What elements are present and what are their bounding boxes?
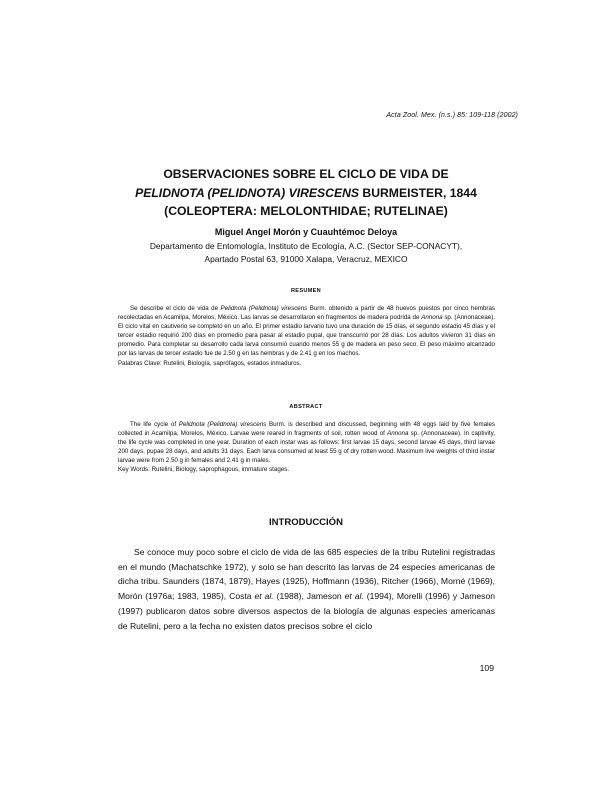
resumen-keywords: Palabras Clave: Rutelini, Biología, saprófagos, estados inmaduros. (118, 359, 302, 367)
intro-et-al: et al. (344, 591, 364, 602)
resumen-text: Burm. obtenido a partir de 48 huevos puestos por cinco hembras recolectadas en Acamilpa, Morelos, México. Las larvas se desarrollaron en fragmentos de madera podrida de (118, 305, 495, 322)
abstract-text: Burm. is described and discussed, beginning with 48 eggs laid by five females collected in Acamilpa, Morelos, México. Larvae were reared in fragments of soil, rotten wood of (118, 421, 495, 438)
intro-et-al: et al. (254, 591, 274, 602)
abstract-heading: ABSTRACT (289, 404, 323, 410)
title-line-2 (60, 184, 552, 203)
journal-reference: Acta Zool. Mex. (n.s.) 85: 109-118 (2002) (386, 112, 518, 119)
introduccion-body (118, 545, 495, 633)
page-number: 109 (479, 663, 494, 673)
affiliation-line-1: Departamento de Entomología, Instituto de Ecología, A.C. (Sector SEP-CONACYT), (149, 241, 463, 251)
abstract-body (118, 420, 495, 475)
intro-text: (1988), Jameson (273, 591, 345, 602)
introduccion-heading: INTRODUCCIÓN (269, 517, 343, 528)
authors: Miguel Angel Morón y Cuauhtémoc Deloya (214, 227, 398, 237)
paper-title (60, 165, 552, 221)
title-species-name: PELIDNOTA (PELIDNOTA) VIRESCENS (135, 185, 360, 200)
resumen-text: Se describe el ciclo de vida de (130, 305, 221, 312)
resumen-text: sp. (Annonaceae). El ciclo vital en cautiverio se completó en un año. El primer estadio larvario tuvo una duración de 15 días, el segundo estadio 45 días y el tercer estadio requirió 200 días en promedio para pasar al estadio pupal, que transcurrió por 28 días. Los adultos vivieron 31 días en promedio. Para completar su desarrollo cada larva consumió cuando menos 55 g de madera en peso seco. El peso máximo alcanzado por las larvas de tercer estadio fue de 2.50 g en las hembras y de 2.41 g en los machos. (118, 314, 495, 358)
affiliation-line-2: Apartado Postal 63, 91000 Xalapa, Veracruz, MEXICO (204, 254, 408, 264)
affiliation (60, 240, 552, 266)
resumen-species: Pelidnota (Pelidnota) virescens (220, 305, 308, 312)
resumen-genus: Annona (421, 314, 443, 322)
abstract-text: sp. (Annonaceae). In captivity, the life cycle was completed in one year. Duration of each instar was as follows: first larvae 15 days, second larvae 45 days, third larvae 200 days, pupae 28 days, and adults 31 days. Each larva consumed at least 55 g of dry rotten wood. Maximum live weights of third instar larvae were from 2.50 g in females and 2.41 g in males. (118, 430, 496, 465)
title-line-1: OBSERVACIONES SOBRE EL CICLO DE VIDA DE (163, 167, 449, 181)
abstract-keywords: Key Words: Rutelini, Biology, saprophagous, immature stages. (118, 466, 290, 474)
intro-text: (1994), Morelli (1996) y Jameson (1997) publicaron datos sobre diversos aspectos de la biología de algunas especies americanas de Rutelini, pero a la fecha no existen datos precisos sobre el ciclo (118, 591, 495, 631)
abstract-text: The life cycle of (130, 421, 179, 428)
resumen-body (118, 304, 495, 368)
title-species-author: BURMEISTER, 1844 (359, 185, 477, 200)
abstract-species: Pelidnota (Pelidnota) virescens (178, 421, 267, 428)
intro-text: Se conoce muy poco sobre el ciclo de vida de las 685 especies de la tribu Rutelini registradas en el mundo (Machatschke 1972), y solo se han descrito las larvas de 24 especies americanas de dicha tribu. Saunders (1874, 1879), Hayes (1925), Hoffmann (1936), Ritcher (1966), Morné (1969), Morón (1976a; 1983, 1985), Costa (118, 547, 495, 602)
abstract-genus: Annona (387, 430, 409, 438)
title-line-3: (COLEOPTERA: MELOLONTHIDAE; RUTELINAE) (164, 204, 448, 218)
resumen-heading: RESUMEN (290, 288, 322, 294)
